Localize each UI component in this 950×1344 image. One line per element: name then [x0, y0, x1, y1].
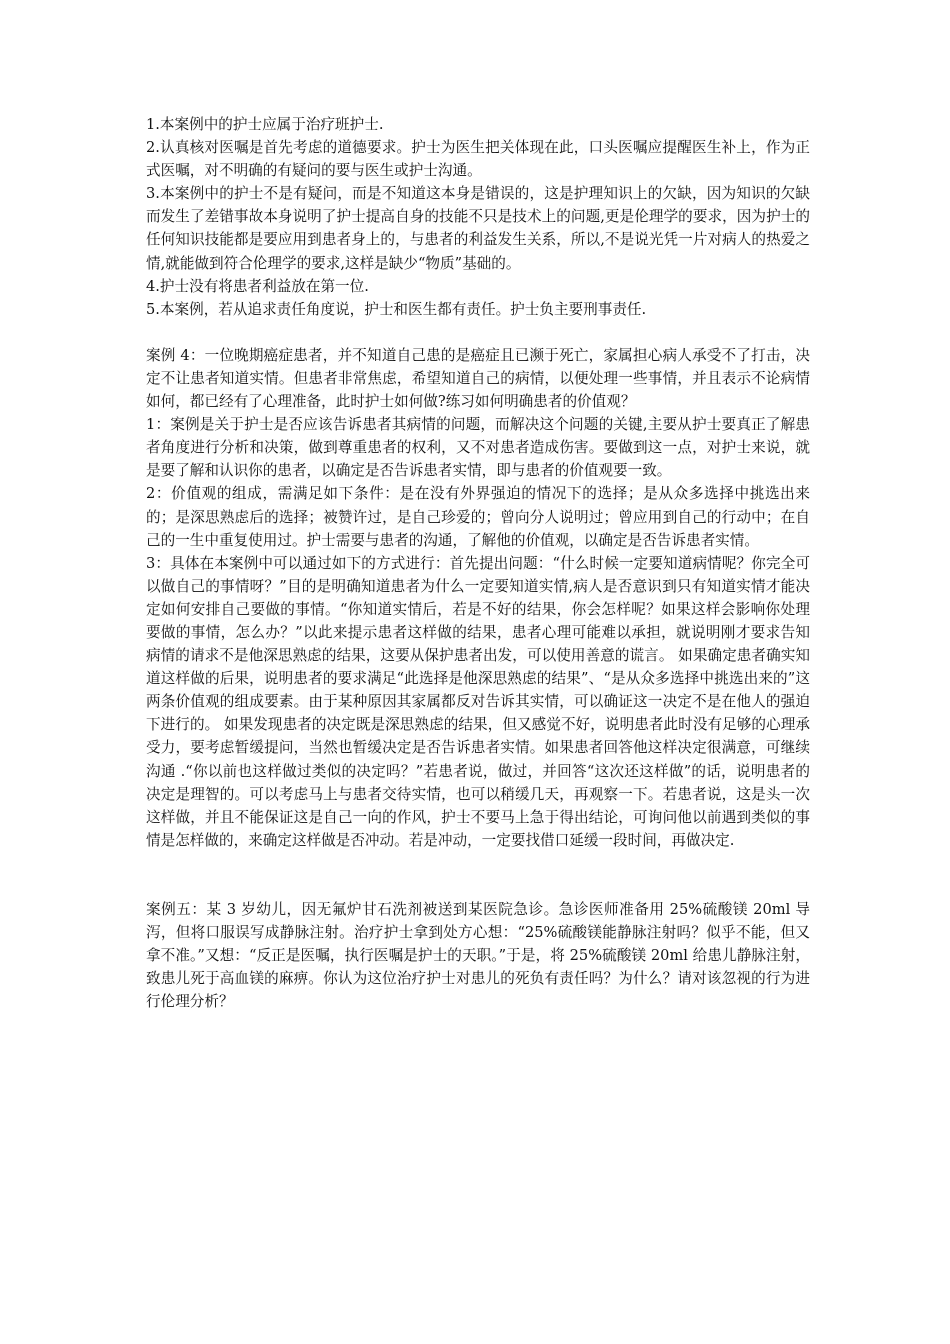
case5-question: 案例五：某 3 岁幼儿，因无氟炉甘石洗剂被送到某医院急诊。急诊医师准备用 25%硫酸镁 20ml 导泻，但将口服误写成静脉注射。治疗护士拿到处方心想：“25%硫酸镁能静脉注射吗？似乎不能，但又拿不准。”又想：“反正是医嘱，执行医嘱是护士的天职。”于是，将 25%硫酸镁 20ml 给患儿静脉注射，致患儿死于高血镁的麻痹。你认为这位治疗护士对患儿的死负有责任吗？为什么？请对该忽视的行为进行伦理分析？ — [146, 900, 810, 1011]
case4-answer-1: 1：案例是关于护士是否应该告诉患者其病情的问题，而解决这个问题的关键,主要从护士要真正了解患者角度进行分析和决策，做到尊重患者的权利，又不对患者造成伤害。要做到这一点，对护士来说，就是要了解和认识你的患者，以确定是否告诉患者实情，即与患者的价值观要一致。 — [146, 416, 810, 480]
case3-answer-5: 5.本案例，若从追求责任角度说，护士和医生都有责任。护士负主要刑事责任. — [146, 300, 647, 318]
case4-question: 案例 4：一位晚期癌症患者，并不知道自己患的是癌症且已濒于死亡，家属担心病人承受不了打击，决定不让患者知道实情。但患者非常焦虑，希望知道自己的病情，以便处理一些事情，并且表示不论病情如何，都已经有了心理准备，此时护士如何做?练习如何明确患者的价值观？ — [146, 346, 810, 411]
spacer — [146, 321, 810, 344]
case3-answer-2: 2.认真核对医嘱是首先考虑的道德要求。护士为医生把关体现在此，口头医嘱应提醒医生补上，作为正式医嘱，对不明确的有疑问的要与医生或护士沟通。 — [146, 139, 810, 180]
case3-answer-1: 1.本案例中的护士应属于治疗班护士. — [146, 116, 384, 133]
case3-answer-4: 4.护士没有将患者利益放在第一位. — [146, 277, 369, 295]
document-page — [146, 113, 810, 1013]
spacer — [146, 852, 810, 898]
case4-answer-2: 2：价值观的组成，需满足如下条件：是在没有外界强迫的情况下的选择；是从众多选择中挑选出来的；是深思熟虑后的选择；被赞许过，是自己珍爱的；曾向分人说明过；曾应用到自己的行动中；在自己的一生中重复使用过。护士需要与患者的沟通，了解他的价值观，以确定是否告诉患者实情。 — [146, 485, 810, 549]
case4-answer-3: 3：具体在本案例中可以通过如下的方式进行：首先提出问题：“什么时候一定要知道病情呢？你完全可以做自己的事情呀？”目的是明确知道患者为什么一定要知道实情,病人是否意识到只有知道实情才能决定如何安排自己要做的事情。“你知道实情后，若是不好的结果，你会怎样呢？如果这样会影响你处理要做的事情，怎么办？”以此来提示患者这样做的结果，患者心理可能难以承担，就说明刚才要求告知病情的请求不是他深思熟虑的结果，这要从保护患者出发，可以使用善意的谎言。 如果确定患者确实知道这样做的后果，说明患者的要求满足“此选择是他深思熟虑的结果”、“是从众多选择中挑选出来的”这两条价值观的组成要素。由于某种原因其家属都反对告诉其实情，可以确证这一决定不是在他人的强迫下进行的。 如果发现患者的决定既是深思熟虑的结果，但又感觉不好，说明患者此时没有足够的心理承受力，要考虑暂缓提问，当然也暂缓决定是否告诉患者实情。如果患者回答他这样决定很满意，可继续沟通 .“你以前也这样做过类似的决定吗？”若患者说，做过，并回答“这次还这样做”的话，说明患者的决定是理智的。可以考虑马上与患者交待实情，也可以稍缓几天，再观察一下。若患者说，这是头一次这样做，并且不能保证这是自己一向的作风，护士不要马上急于得出结论，可询问他以前遇到类似的事情是怎样做的，来确定这样做是否冲动。若是冲动，一定要找借口延缓一段时间，再做决定. — [146, 554, 810, 849]
case3-answer-3: 3.本案例中的护士不是有疑问，而是不知道这本身是错误的，这是护理知识上的欠缺，因为知识的欠缺而发生了差错事故本身说明了护士提高自身的技能不只是技术上的问题,更是伦理学的要求，因为护士的任何知识技能都是要应用到患者身上的，与患者的利益发生关系，所以,不是说光凭一片对病人的热爱之情,就能做到符合伦理学的要求,这样是缺少“物质”基础的。 — [146, 185, 810, 272]
